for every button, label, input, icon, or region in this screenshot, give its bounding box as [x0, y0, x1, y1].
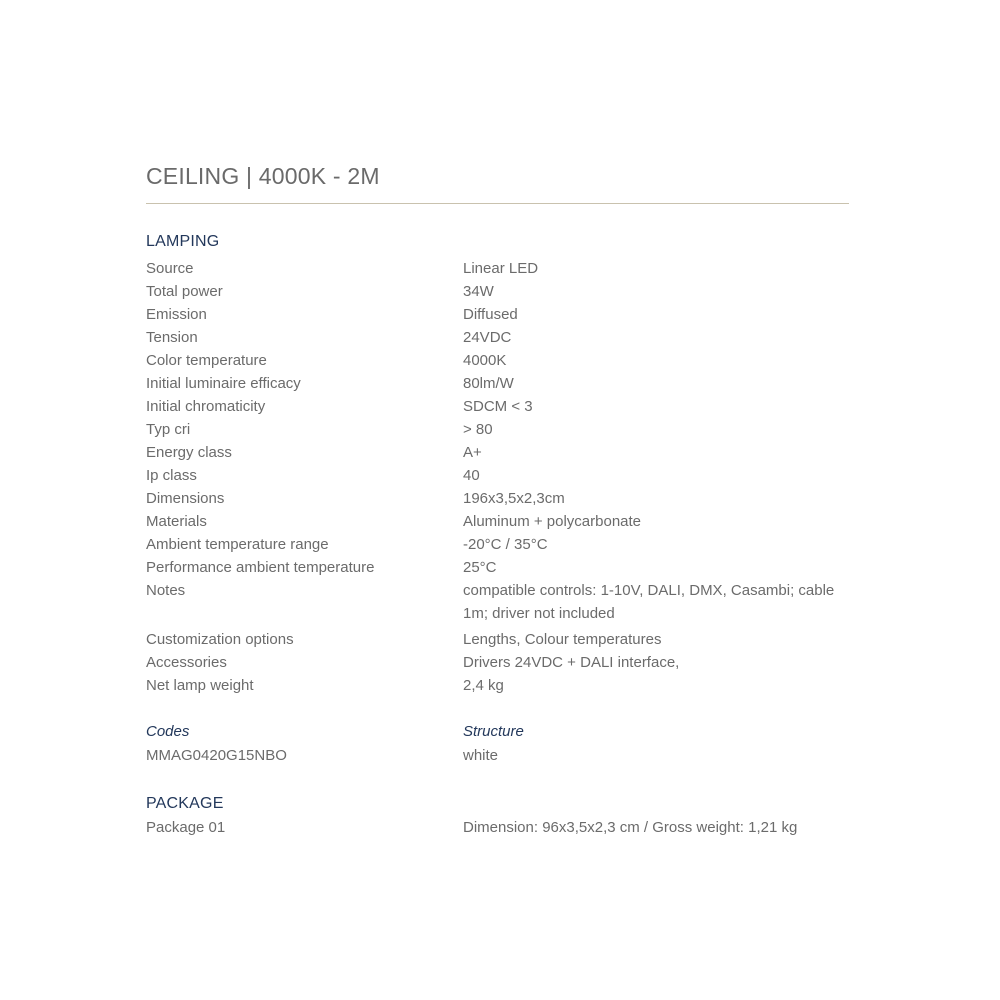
spec-label: Performance ambient temperature — [146, 559, 375, 576]
spec-value: Aluminum + polycarbonate — [463, 513, 642, 530]
spec-label: Ip class — [146, 467, 197, 484]
spec-label: Total power — [146, 283, 223, 300]
spec-label: Color temperature — [146, 352, 267, 369]
structure-heading: Structure — [463, 723, 524, 740]
structure-value: white — [463, 747, 499, 764]
page-title: CEILING | 4000K - 2M — [146, 163, 380, 189]
spec-value: 2,4 kg — [463, 677, 504, 694]
spec-label: Net lamp weight — [146, 677, 254, 694]
spec-value: 24VDC — [463, 329, 512, 346]
package-value: Dimension: 96x3,5x2,3 cm / Gross weight: 1,21 kg — [463, 819, 798, 836]
spec-label: Emission — [146, 306, 207, 323]
codes-heading: Codes — [146, 723, 190, 740]
spec-value: Linear LED — [463, 260, 539, 277]
spec-label: Accessories — [146, 654, 227, 671]
package-heading: PACKAGE — [146, 795, 224, 812]
spec-value: 196x3,5x2,3cm — [463, 490, 565, 507]
spec-label: Initial luminaire efficacy — [146, 375, 301, 392]
package-label: Package 01 — [146, 819, 226, 836]
codes-value: MMAG0420G15NBO — [146, 747, 287, 764]
lamping-heading: LAMPING — [146, 233, 220, 250]
spec-value: 25°C — [463, 559, 497, 576]
spec-value: 80lm/W — [463, 375, 514, 392]
spec-value: 4000K — [463, 352, 507, 369]
spec-label: Customization options — [146, 631, 294, 648]
spec-label: Source — [146, 260, 194, 277]
spec-value: Drivers 24VDC + DALI interface, — [463, 654, 680, 671]
title-divider — [146, 203, 849, 204]
spec-value: SDCM < 3 — [463, 398, 533, 415]
spec-label: Ambient temperature range — [146, 536, 329, 553]
spec-label: Materials — [146, 513, 207, 530]
spec-label: Tension — [146, 329, 198, 346]
spec-label: Energy class — [146, 444, 232, 461]
spec-value: A+ — [463, 444, 482, 461]
spec-label: Initial chromaticity — [146, 398, 266, 415]
spec-value: Lengths, Colour temperatures — [463, 631, 662, 648]
spec-value: > 80 — [463, 421, 493, 438]
spec-label: Dimensions — [146, 490, 225, 507]
spec-label: Typ cri — [146, 421, 191, 438]
spec-value: Diffused — [463, 306, 518, 323]
spec-value: 34W — [463, 283, 494, 300]
spec-value: 40 — [463, 467, 480, 484]
spec-value: -20°C / 35°C — [463, 536, 548, 553]
spec-value: compatible controls: 1-10V, DALI, DMX, Casambi; cable 1m; driver not included — [463, 582, 835, 622]
spec-label: Notes — [146, 582, 186, 599]
